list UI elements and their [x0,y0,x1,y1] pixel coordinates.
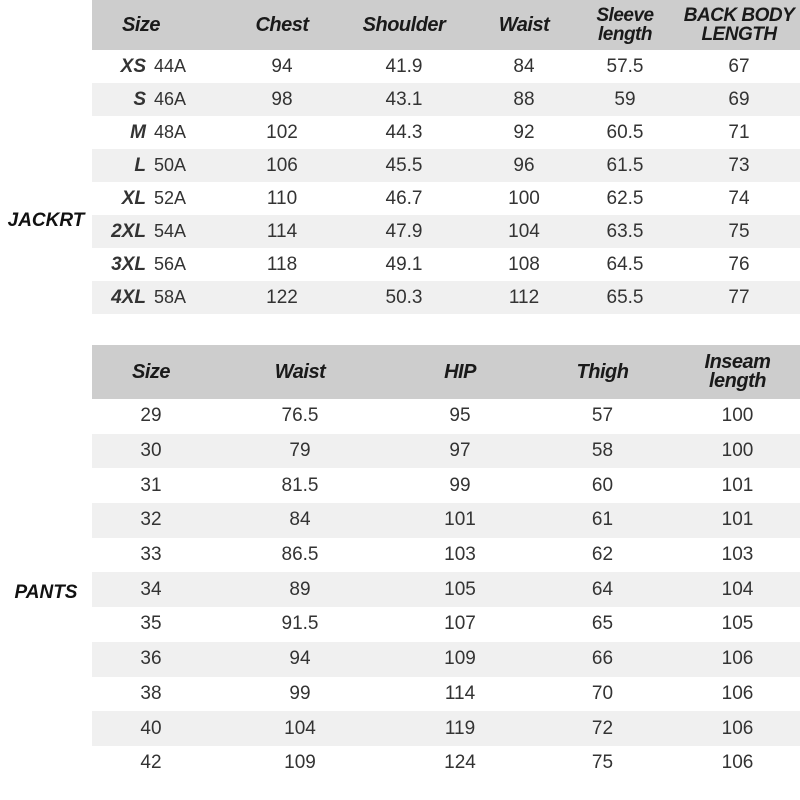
pants-waist-cell: 91.5 [210,607,390,642]
pants-size-cell: 33 [92,538,210,573]
jacket-waist-cell: 84 [476,50,572,83]
jacket-waist-cell: 92 [476,116,572,149]
pants-inseam-cell: 101 [675,468,800,503]
section-divider [92,320,800,345]
jacket-chest-cell: 94 [232,50,332,83]
pants-hip-cell: 105 [390,572,530,607]
jacket-table-row [92,182,800,215]
jacket-size-cell [92,215,232,248]
jacket-header-sleeve-length [572,0,678,50]
pants-waist-cell: 89 [210,572,390,607]
pants-waist-cell: 99 [210,677,390,712]
pants-thigh-cell: 61 [530,503,675,538]
pants-inseam-cell: 106 [675,677,800,712]
jacket-table-row [92,248,800,281]
jacket-size-code: 44A [154,55,187,76]
jacket-size-cell [92,281,232,314]
jacket-waist-cell: 112 [476,281,572,314]
jacket-size-label: S [133,88,146,110]
pants-inseam-cell: 104 [675,572,800,607]
jacket-back-cell: 67 [678,50,800,83]
jacket-shoulder-cell: 44.3 [332,116,476,149]
jacket-back-cell: 73 [678,149,800,182]
pants-waist-cell: 84 [210,503,390,538]
pants-size-cell: 32 [92,503,210,538]
jacket-header-back-line1: BACK BODY [683,5,795,26]
pants-hip-cell: 119 [390,711,530,746]
jacket-size-label: XL [121,187,146,209]
jacket-shoulder-cell: 47.9 [332,215,476,248]
pants-thigh-cell: 58 [530,434,675,469]
pants-table-row [92,677,800,712]
jacket-sleeve-cell: 59 [572,83,678,116]
jacket-back-cell: 71 [678,116,800,149]
jacket-size-label: 4XL [111,286,146,308]
pants-header-inseam-line1: Inseam [704,351,771,373]
jacket-table-row [92,149,800,182]
jacket-sleeve-cell: 61.5 [572,149,678,182]
jacket-shoulder-cell: 46.7 [332,182,476,215]
pants-size-cell: 38 [92,677,210,712]
pants-inseam-cell: 100 [675,399,800,434]
jacket-table-row [92,281,800,314]
jacket-back-cell: 74 [678,182,800,215]
jacket-header-row [92,0,800,50]
pants-inseam-cell: 106 [675,711,800,746]
pants-hip-cell: 124 [390,746,530,781]
pants-hip-cell: 95 [390,399,530,434]
jacket-size-code: 46A [154,88,187,109]
jacket-size-code: 54A [154,220,187,241]
jacket-shoulder-cell: 45.5 [332,149,476,182]
pants-header-thigh: Thigh [530,345,675,399]
jacket-waist-cell: 100 [476,182,572,215]
jacket-chest-cell: 106 [232,149,332,182]
pants-size-cell: 40 [92,711,210,746]
jacket-shoulder-cell: 50.3 [332,281,476,314]
pants-hip-cell: 107 [390,607,530,642]
jacket-table-row [92,50,800,83]
pants-table-row [92,434,800,469]
jacket-size-label: XS [120,55,146,77]
jacket-size-label: L [134,154,146,176]
jacket-section-label: JACKRT [7,210,85,231]
pants-header-hip: HIP [390,345,530,399]
jacket-size-cell [92,248,232,281]
jacket-chest-cell: 102 [232,116,332,149]
pants-waist-cell: 104 [210,711,390,746]
jacket-size-cell [92,50,232,83]
jacket-size-cell [92,149,232,182]
jacket-table-row [92,116,800,149]
pants-header-row [92,345,800,399]
pants-table-row [92,711,800,746]
pants-thigh-cell: 66 [530,642,675,677]
jacket-header-sleeve-line1: Sleeve [596,5,654,26]
jacket-size-cell [92,83,232,116]
pants-thigh-cell: 62 [530,538,675,573]
jacket-waist-cell: 88 [476,83,572,116]
jacket-header-back-body-length [678,0,800,50]
jacket-sleeve-cell: 65.5 [572,281,678,314]
pants-inseam-cell: 106 [675,642,800,677]
jacket-table-row [92,83,800,116]
jacket-size-label: 3XL [111,253,146,275]
pants-inseam-cell: 101 [675,503,800,538]
jacket-back-cell: 76 [678,248,800,281]
pants-size-cell: 35 [92,607,210,642]
pants-hip-cell: 101 [390,503,530,538]
pants-thigh-cell: 70 [530,677,675,712]
pants-hip-cell: 103 [390,538,530,573]
pants-waist-cell: 81.5 [210,468,390,503]
jacket-header-chest: Chest [232,0,332,50]
jacket-chest-cell: 118 [232,248,332,281]
pants-thigh-cell: 72 [530,711,675,746]
pants-table-row [92,607,800,642]
jacket-table-row [92,215,800,248]
pants-waist-cell: 79 [210,434,390,469]
pants-thigh-cell: 57 [530,399,675,434]
pants-inseam-cell: 103 [675,538,800,573]
pants-header-waist: Waist [210,345,390,399]
jacket-size-code: 58A [154,286,187,307]
pants-size-cell: 29 [92,399,210,434]
pants-table-row [92,746,800,781]
jacket-sleeve-cell: 64.5 [572,248,678,281]
jacket-waist-cell: 108 [476,248,572,281]
jacket-back-cell: 69 [678,83,800,116]
pants-size-cell: 31 [92,468,210,503]
pants-table-row [92,503,800,538]
pants-hip-cell: 109 [390,642,530,677]
jacket-size-cell [92,116,232,149]
jacket-size-code: 56A [154,253,187,274]
jacket-header-size: Size [92,0,232,50]
pants-waist-cell: 109 [210,746,390,781]
jacket-size-code: 50A [154,154,187,175]
pants-waist-cell: 94 [210,642,390,677]
pants-size-cell: 42 [92,746,210,781]
jacket-back-cell: 77 [678,281,800,314]
pants-table-row [92,572,800,607]
pants-thigh-cell: 64 [530,572,675,607]
jacket-header-waist: Waist [476,0,572,50]
pants-section-label: PANTS [14,582,78,603]
jacket-chest-cell: 110 [232,182,332,215]
jacket-sleeve-cell: 62.5 [572,182,678,215]
jacket-header-shoulder: Shoulder [332,0,476,50]
pants-thigh-cell: 75 [530,746,675,781]
jacket-back-cell: 75 [678,215,800,248]
pants-waist-cell: 76.5 [210,399,390,434]
jacket-chest-cell: 98 [232,83,332,116]
pants-hip-cell: 99 [390,468,530,503]
pants-header-size: Size [92,345,210,399]
jacket-sleeve-cell: 63.5 [572,215,678,248]
pants-table-row [92,538,800,573]
jacket-size-cell [92,182,232,215]
pants-table-row [92,642,800,677]
jacket-header-back-line2: LENGTH [701,24,777,45]
pants-size-cell: 30 [92,434,210,469]
jacket-chest-cell: 122 [232,281,332,314]
jacket-waist-cell: 104 [476,215,572,248]
jacket-waist-cell: 96 [476,149,572,182]
jacket-sleeve-cell: 60.5 [572,116,678,149]
jacket-size-label: 2XL [111,220,146,242]
pants-header-inseam-length [675,345,800,399]
pants-thigh-cell: 60 [530,468,675,503]
pants-waist-cell: 86.5 [210,538,390,573]
jacket-header-sleeve-line2: length [598,24,652,45]
jacket-size-label: M [130,121,146,143]
pants-hip-cell: 97 [390,434,530,469]
jacket-size-code: 48A [154,121,187,142]
pants-inseam-cell: 105 [675,607,800,642]
pants-inseam-cell: 100 [675,434,800,469]
jacket-shoulder-cell: 49.1 [332,248,476,281]
jacket-sleeve-cell: 57.5 [572,50,678,83]
jacket-shoulder-cell: 43.1 [332,83,476,116]
pants-inseam-cell: 106 [675,746,800,781]
jacket-chest-cell: 114 [232,215,332,248]
pants-table-row [92,468,800,503]
jacket-size-code: 52A [154,187,187,208]
pants-header-inseam-line2: length [709,370,766,392]
pants-table-row [92,399,800,434]
pants-size-cell: 36 [92,642,210,677]
pants-size-cell: 34 [92,572,210,607]
jacket-shoulder-cell: 41.9 [332,50,476,83]
pants-thigh-cell: 65 [530,607,675,642]
pants-size-table [92,345,800,800]
jacket-size-table [92,0,800,320]
pants-hip-cell: 114 [390,677,530,712]
